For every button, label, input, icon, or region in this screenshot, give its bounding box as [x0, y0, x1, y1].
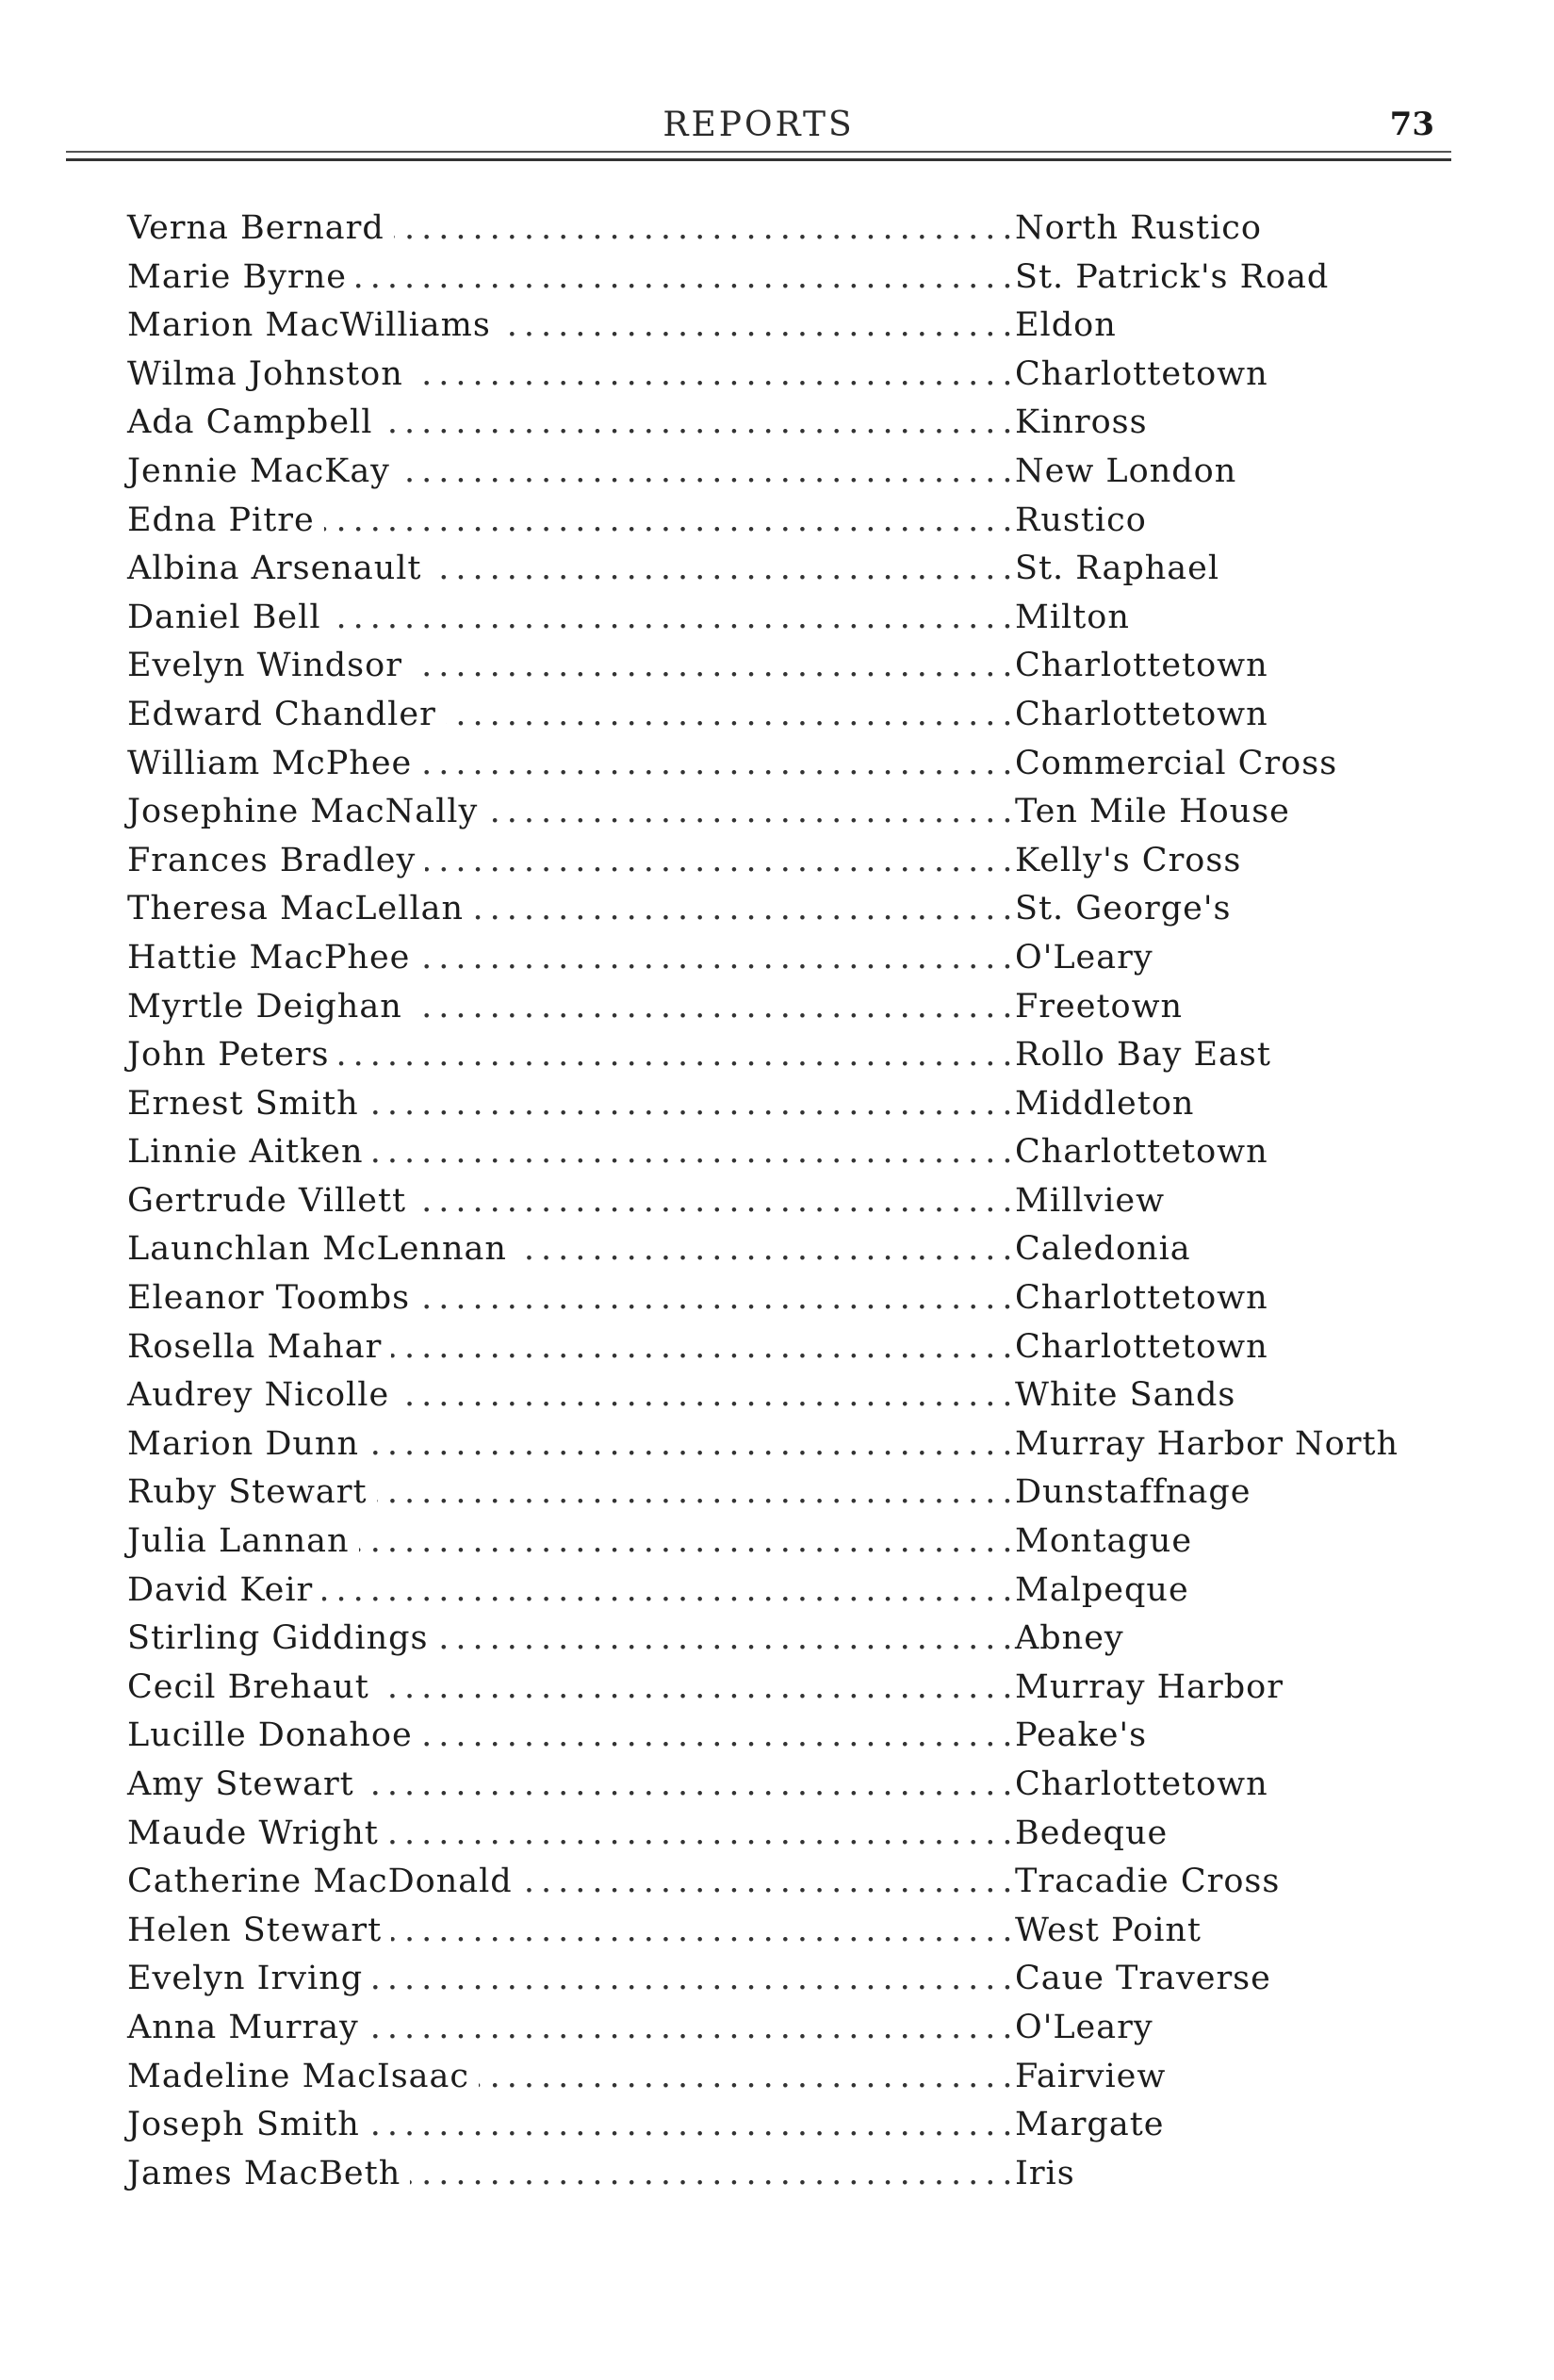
- place-name: Montague: [1015, 1522, 1193, 1561]
- list-item: [118, 1371, 1437, 1420]
- person-name: Launchlan McLennan: [127, 1225, 516, 1274]
- person-name: Lucille Donahoe: [127, 1712, 422, 1761]
- person-name: Catherine MacDonald: [127, 1858, 522, 1907]
- header-rule-thin: [66, 151, 1451, 153]
- person-name: Marion MacWilliams: [127, 302, 500, 351]
- person-name: Myrtle Deighan: [127, 983, 412, 1032]
- list-item: [118, 691, 1437, 740]
- person-name: Verna Bernard: [127, 205, 394, 254]
- list-item: [118, 594, 1437, 643]
- place-name: Peake's: [1015, 1716, 1148, 1755]
- list-item: [118, 1177, 1437, 1226]
- list-item: [118, 1420, 1437, 1469]
- person-name: Helen Stewart: [127, 1907, 391, 1956]
- place-name: Bedeque: [1015, 1814, 1169, 1852]
- person-name: Edna Pitre: [127, 497, 324, 546]
- place-name: North Rustico: [1015, 209, 1262, 247]
- place-name: St. Raphael: [1015, 550, 1220, 588]
- person-name: Josephine MacNally: [127, 788, 487, 837]
- list-item: [118, 934, 1437, 983]
- person-name: Joseph Smith: [127, 2101, 369, 2150]
- list-item: [118, 448, 1437, 497]
- person-name: Gertrude Villett: [127, 1177, 416, 1226]
- list-item: [118, 642, 1437, 691]
- person-name: Edward Chandler: [127, 691, 446, 740]
- person-name: Hattie MacPhee: [127, 934, 419, 983]
- place-name: White Sands: [1015, 1376, 1236, 1415]
- person-name: Jennie MacKay: [127, 448, 400, 497]
- person-name: Ada Campbell: [127, 399, 382, 448]
- place-name: Commercial Cross: [1015, 744, 1338, 782]
- person-name: Rosella Mahar: [127, 1323, 391, 1372]
- person-name: Evelyn Irving: [127, 1955, 372, 2004]
- list-item: [118, 1080, 1437, 1129]
- person-name: Evelyn Windsor: [127, 642, 412, 691]
- person-name: Frances Bradley: [127, 837, 425, 886]
- place-name: Charlottetown: [1015, 1279, 1268, 1318]
- name-place-list: [118, 205, 1437, 2198]
- list-item: [118, 1858, 1437, 1907]
- place-name: Kelly's Cross: [1015, 841, 1242, 879]
- place-name: St. Patrick's Road: [1015, 257, 1330, 296]
- list-item: [118, 497, 1437, 546]
- list-item: [118, 1323, 1437, 1372]
- list-item: [118, 1810, 1437, 1859]
- person-name: John Peters: [127, 1031, 338, 1080]
- person-name: Eleanor Toombs: [127, 1274, 419, 1323]
- place-name: Murray Harbor: [1015, 1667, 1284, 1706]
- place-name: Charlottetown: [1015, 354, 1268, 393]
- place-name: O'Leary: [1015, 2008, 1153, 2046]
- place-name: O'Leary: [1015, 938, 1153, 977]
- list-item: [118, 1907, 1437, 1956]
- person-name: Maude Wright: [127, 1810, 388, 1859]
- person-name: Linnie Aitken: [127, 1128, 373, 1177]
- place-name: Charlottetown: [1015, 647, 1268, 685]
- person-name: Ruby Stewart: [127, 1469, 377, 1518]
- place-name: Millview: [1015, 1181, 1166, 1220]
- place-name: Tracadie Cross: [1015, 1863, 1281, 1901]
- list-item: [118, 1955, 1437, 2004]
- list-item: [118, 1518, 1437, 1567]
- list-item: [118, 545, 1437, 594]
- list-item: [118, 205, 1437, 254]
- list-item: [118, 1225, 1437, 1274]
- place-name: West Point: [1015, 1911, 1202, 1949]
- person-name: Audrey Nicolle: [127, 1371, 399, 1420]
- place-name: St. George's: [1015, 890, 1232, 928]
- person-name: Cecil Brehaut: [127, 1664, 379, 1713]
- list-item: [118, 1615, 1437, 1664]
- list-item: [118, 302, 1437, 351]
- person-name: Ernest Smith: [127, 1080, 368, 1129]
- list-item: [118, 254, 1437, 303]
- page-number: 73: [1389, 106, 1434, 143]
- person-name: Stirling Giddings: [127, 1615, 438, 1664]
- place-name: Middleton: [1015, 1084, 1195, 1123]
- list-item: [118, 1712, 1437, 1761]
- running-title: REPORTS: [662, 106, 855, 144]
- list-item: [118, 1469, 1437, 1518]
- place-name: Ten Mile House: [1015, 793, 1290, 831]
- place-name: Charlottetown: [1015, 1765, 1268, 1803]
- list-item: [118, 788, 1437, 837]
- person-name: James MacBeth: [127, 2150, 410, 2199]
- list-item: [118, 2150, 1437, 2199]
- list-item: [118, 983, 1437, 1032]
- place-name: Dunstaffnage: [1015, 1473, 1251, 1512]
- person-name: Marion Dunn: [127, 1420, 368, 1469]
- place-name: Malpeque: [1015, 1570, 1189, 1609]
- place-name: Milton: [1015, 598, 1130, 636]
- list-item: [118, 2004, 1437, 2053]
- page-header: [66, 106, 1451, 153]
- list-item: [118, 740, 1437, 789]
- place-name: New London: [1015, 451, 1237, 490]
- place-name: Rollo Bay East: [1015, 1036, 1271, 1075]
- place-name: Charlottetown: [1015, 1327, 1268, 1366]
- person-name: Wilma Johnston: [127, 351, 413, 400]
- place-name: Iris: [1015, 2154, 1075, 2192]
- person-name: Theresa MacLellan: [127, 885, 473, 934]
- place-name: Caue Traverse: [1015, 1960, 1271, 1998]
- place-name: Murray Harbor North: [1015, 1424, 1399, 1463]
- list-item: [118, 399, 1437, 448]
- person-name: Albina Arsenault: [127, 545, 432, 594]
- person-name: Anna Murray: [127, 2004, 368, 2053]
- list-item: [118, 1567, 1437, 1616]
- list-item: [118, 351, 1437, 400]
- list-item: [118, 837, 1437, 886]
- list-item: [118, 1128, 1437, 1177]
- place-name: Caledonia: [1015, 1230, 1191, 1269]
- person-name: Marie Byrne: [127, 254, 356, 303]
- list-item: [118, 1274, 1437, 1323]
- list-item: [118, 1031, 1437, 1080]
- list-item: [118, 1664, 1437, 1713]
- list-item: [118, 1761, 1437, 1810]
- person-name: Amy Stewart: [127, 1761, 364, 1810]
- header-rule-thick: [66, 158, 1451, 161]
- place-name: Abney: [1015, 1619, 1124, 1658]
- place-name: Charlottetown: [1015, 1133, 1268, 1172]
- place-name: Eldon: [1015, 306, 1117, 345]
- place-name: Freetown: [1015, 987, 1184, 1026]
- place-name: Fairview: [1015, 2057, 1167, 2095]
- list-item: [118, 885, 1437, 934]
- list-item: [118, 2053, 1437, 2102]
- person-name: Madeline MacIsaac: [127, 2053, 479, 2102]
- person-name: William McPhee: [127, 740, 421, 789]
- person-name: Julia Lannan: [127, 1518, 359, 1567]
- person-name: David Keir: [127, 1567, 322, 1616]
- place-name: Rustico: [1015, 501, 1147, 539]
- place-name: Charlottetown: [1015, 695, 1268, 733]
- list-item: [118, 2101, 1437, 2150]
- place-name: Kinross: [1015, 403, 1148, 442]
- place-name: Margate: [1015, 2106, 1165, 2144]
- person-name: Daniel Bell: [127, 594, 331, 643]
